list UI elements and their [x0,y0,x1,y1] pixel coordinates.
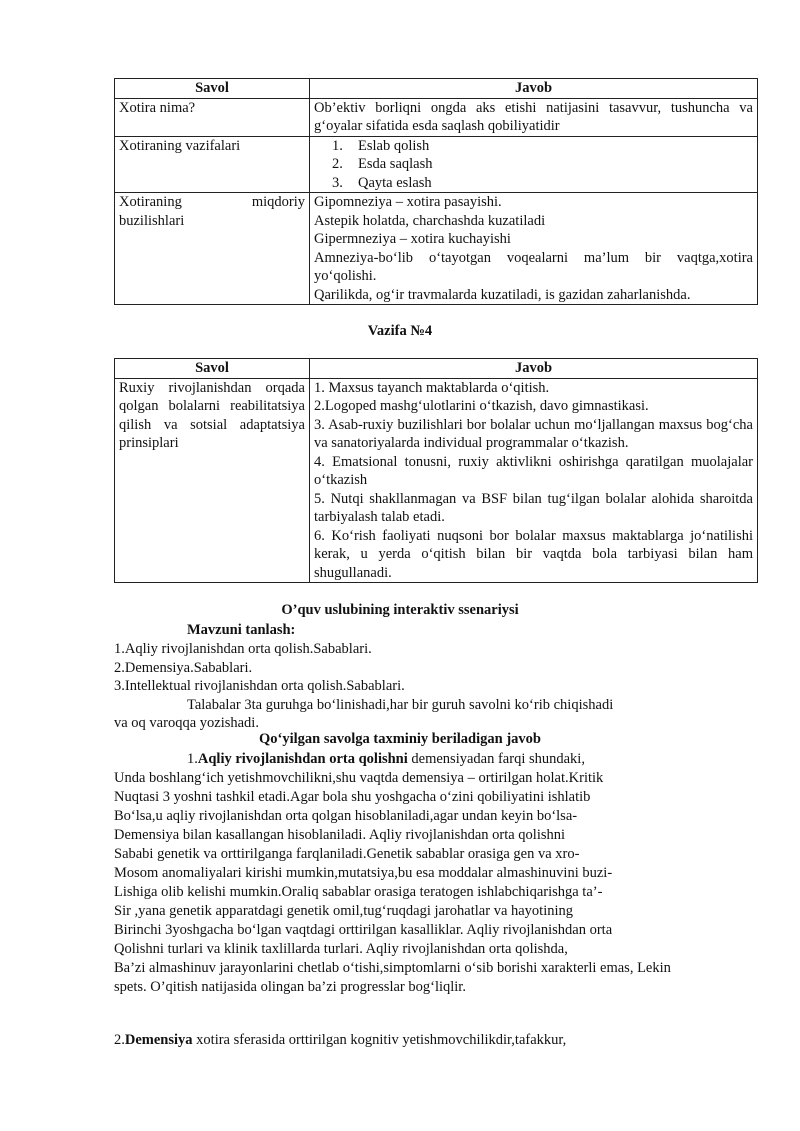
list-item: 2. Esda saqlash [332,156,433,172]
answer-line: 6. Ko‘rish faoliyati nuqsoni bor bolalar maxsus maktablarga jo‘natilishi kerak, u yerda o‘qitish bilan bir vaqtda bola tarbiyasi bilan ham shugullanadi. [314,527,753,581]
paragraph-2-intro: 2.Demensiya xotira sferasida orttirilgan kognitiv yetishmovchilikdir,tafakkur, [114,1032,567,1048]
paragraph-line: Mosom anomaliyalari kirishi mumkin,mutatsiya,bu esa moddalar almashinuvini buzi- [114,865,613,881]
memory-qa-table [114,78,758,305]
paragraph-line: Demensiya bilan kasallangan hisoblaniladi. Aqliy rivojlanishdan orta qolishni [114,827,566,843]
answer-cell [310,378,758,583]
paragraph-line: Birinchi 3yoshgacha bo‘lgan vaqtdagi orttirilgan kasalliklar. Aqliy rivojlanishdan orta [114,922,613,938]
paragraph-line: Sir ,yana genetik apparatdagi genetik omil,tug‘ruqdagi jarohatlar va hayotining [114,903,574,919]
answer-cell [310,193,758,305]
scenario-title: O’quv uslubining interaktiv ssenariysi [281,602,519,618]
rehabilitation-qa-table [114,358,758,583]
table-header-row [115,359,758,379]
answer-heading: Qo‘yilgan savolga taxminiy beriladigan javob [259,731,541,747]
answer-cell [310,136,758,193]
table-row [115,193,758,305]
answer-line: 1. Maxsus tayanch maktablarda o‘qitish. [314,379,550,396]
table-row [115,136,758,193]
topic-heading: Mavzuni tanlash: [187,622,296,638]
instruction-line: va oq varoqqa yozishadi. [114,715,259,731]
paragraph-line: Lishiga olib kelishi mumkin.Oraliq sabablar orasiga teratogen ishlabchiqarishga ta’- [114,884,603,900]
topic-item: 1.Aqliy rivojlanishdan orta qolish.Sabablari. [114,641,372,657]
topic-item: 2.Demensiya.Sabablari. [114,660,253,676]
answer-line: Astepik holatda, charchashda kuzatiladi [314,212,546,229]
question-cell: Xotiraning vazifalari [115,136,310,193]
answer-line: 5. Nutqi shakllanmagan va BSF bilan tug‘ilgan bolalar alohida sharoitda tarbiyalash talab etadi. [314,490,753,525]
answer-line: 4. Ematsional tonusni, ruxiy aktivlikni oshirishga qaratilgan muolajalar o‘tkazish [314,453,753,488]
table-row [115,98,758,136]
answer-line: Qarilikda, og‘ir travmalarda kuzatiladi, is gazidan zaharlanishda. [314,286,691,303]
paragraph-line: Bo‘lsa,u aqliy rivojlanishdan orta qolgan hisoblaniladi,agar undan keyin bo‘lsa- [114,808,578,824]
topic-item: 3.Intellektual rivojlanishdan orta qolish.Sabablari. [114,678,405,694]
list-item: 1. Eslab qolish [332,137,430,154]
question-cell: Ruxiy rivojlanishdan orqada qolgan bolalarni reabilitatsiya qilish va sotsial adaptatsiya prinsiplari [115,378,310,583]
answer-cell: Ob’ektiv borliqni ongda aks etishi natijasini tasavvur, tushuncha va g‘oyalar sifatida esda saqlash qobiliyatidir [310,98,758,136]
answer-line: Gipomneziya – xotira pasayishi. [314,194,502,210]
table-row [115,378,758,583]
memory-functions-list [314,137,753,193]
answer-line: Amneziya-bo‘lib o‘tayotgan voqealarni ma’lum bir vaqtga,xotira yo‘qolishi. [314,249,753,284]
header-savol: Savol [115,359,310,379]
list-item: 3. Qayta eslash [332,174,432,191]
question-cell: Xotira nima? [115,98,310,136]
header-javob: Javob [310,79,758,99]
table-header-row [115,79,758,99]
answer-line: Gipermneziya – xotira kuchayishi [314,231,511,247]
paragraph-line: spets. O’qitish natijasida olingan ba’zi progresslar bog‘liqlir. [114,979,466,995]
header-javob: Javob [310,359,758,379]
task-heading: Vazifa №4 [367,323,433,339]
question-cell: Xotiraning miqdoriy buzilishlari [115,193,310,305]
header-savol: Savol [115,79,310,99]
paragraph-line: Nuqtasi 3 yoshni tashkil etadi.Agar bola shu yoshgacha o‘zini qobiliyatini ishlatib [114,789,591,805]
paragraph-line: Ba’zi almashinuv jarayonlarini chetlab o‘tishi,simptomlarni o‘sib borishi xarakterli emas, Lekin [114,960,671,976]
paragraph-1-intro: 1.Aqliy rivojlanishdan orta qolishni demensiyadan farqi shundaki, [187,751,585,767]
paragraph-line: Sababi genetik va orttirilganga farqlaniladi.Genetik sabablar orasiga gen va xro- [114,846,580,862]
answer-line: 3. Asab-ruxiy buzilishlari bor bolalar uchun mo‘ljallangan maxsus bog‘cha va sanatoriyalarda individual programmalar o‘tkazish. [314,416,753,451]
instruction-line: Talabalar 3ta guruhga bo‘linishadi,har bir guruh savolni ko‘rib chiqishadi [187,697,614,713]
paragraph-line: Qolishni turlari va klinik taxlillarda turlari. Aqliy rivojlanishdan orta qolishda, [114,941,568,957]
answer-line: 2.Logoped mashg‘ulotlarini o‘tkazish, davo gimnastikasi. [314,398,649,414]
paragraph-line: Unda boshlang‘ich yetishmovchilikni,shu vaqtda demensiya – ortirilgan holat.Kritik [114,770,604,786]
